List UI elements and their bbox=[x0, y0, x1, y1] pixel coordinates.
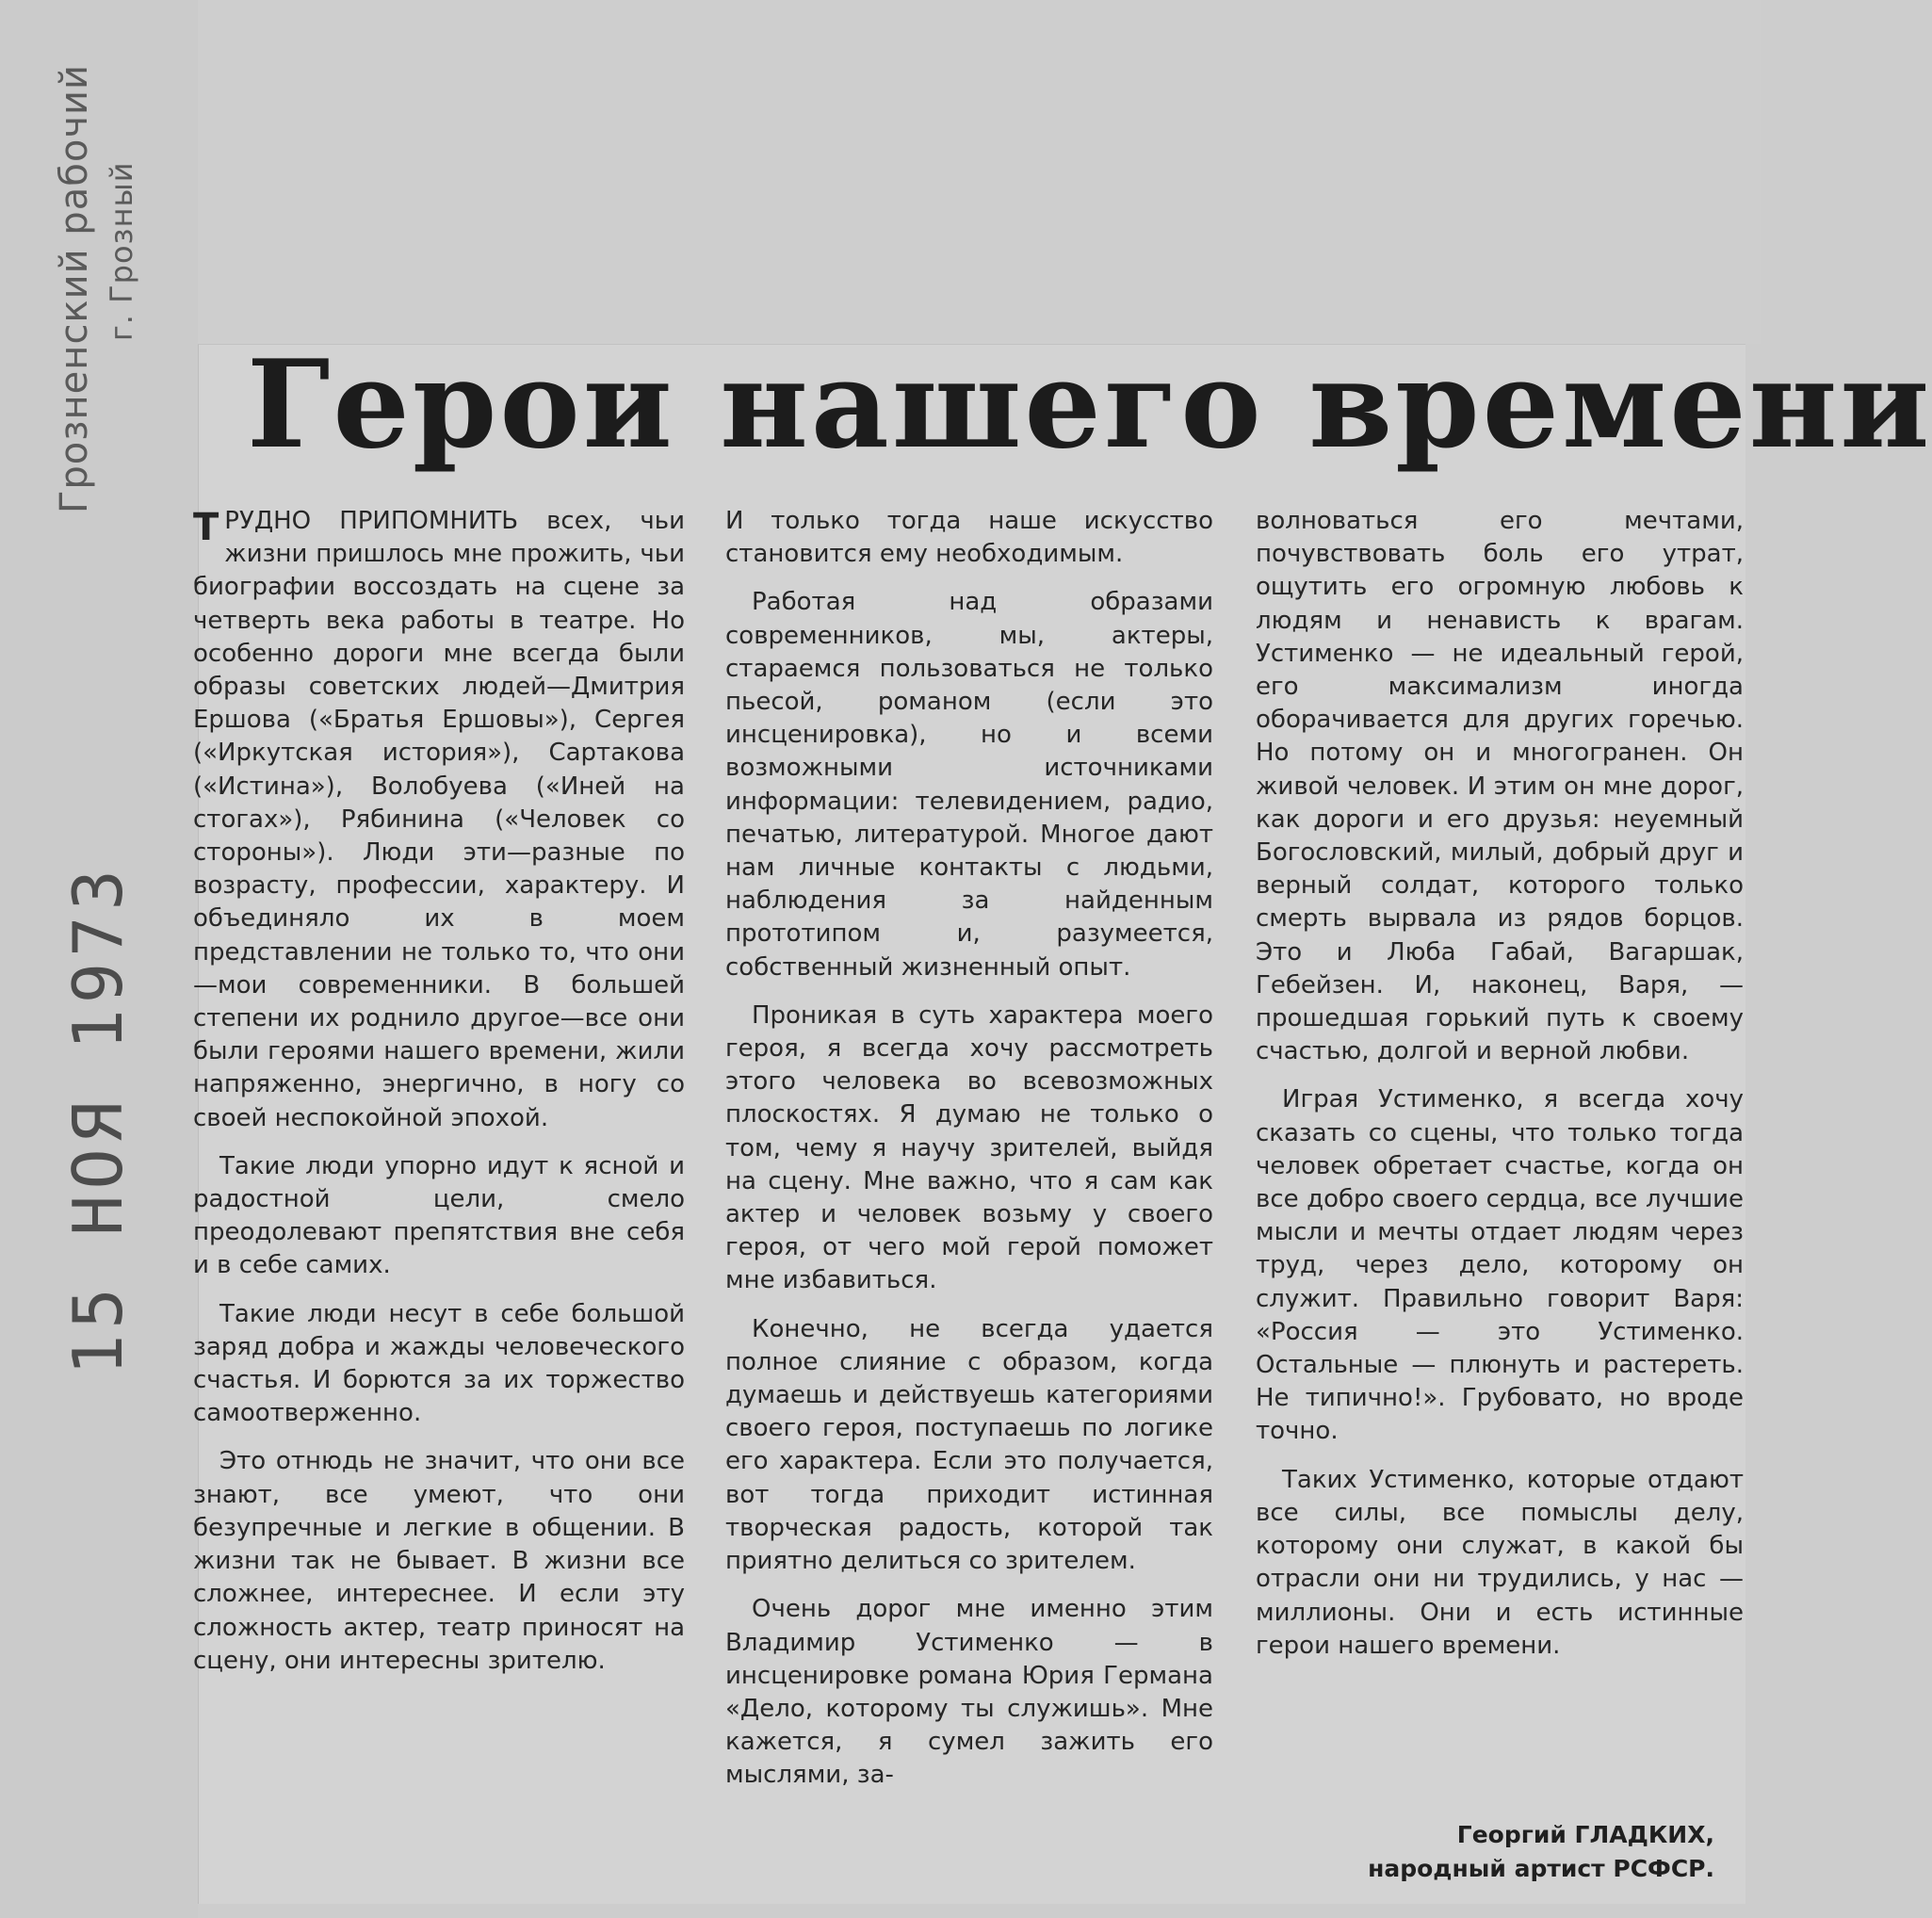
article-paragraph: Играя Устименко, я всегда хочу сказать со сцены, что только тогда человек обретает счастье, когда он все добро своего сердца, все лучшие мысли и мечты отдает людям через труд, через дело, которому он служит. Правильно говорит Варя: «Россия — это Устименко. Остальные — плюнуть и растереть. Не типично!». Грубовато, но вроде точно. bbox=[1256, 1085, 1744, 1446]
source-city: г. Грозный bbox=[104, 161, 139, 341]
article-column-2 bbox=[725, 505, 1213, 1871]
article-paragraph: Очень дорог мне именно этим Владимир Устименко — в инсценировке романа Юрия Германа «Дело, которому ты служишь». Мне кажется, я сумел зажить его мыслями, за- bbox=[725, 1595, 1213, 1790]
article-paragraph: Работая над образами современников, мы, актеры, стараемся пользоваться не только пьесой, романом (если это инсценировка), но и всеми возможными источниками информации: телевидением, радио, печатью, литературой. Многое дают нам личные контакты с людьми, наблюдения за найденным прототипом и, разумеется, собственный жизненный опыт. bbox=[725, 588, 1213, 982]
author-title: народный артист РСФСР. bbox=[1368, 1855, 1714, 1882]
article-paragraph: Такие люди несут в себе большой заряд добра и жажды человеческого счастья. И борются за их торжество самоотверженно. bbox=[193, 1299, 685, 1428]
date-stamp: 15 НОЯ 1973 bbox=[58, 864, 138, 1375]
top-blank-area bbox=[198, 0, 1761, 344]
article-paragraph: Это отнюдь не значит, что они все знают, все умеют, что они безупречные и легкие в общении. В жизни так не бывает. В жизни все сложнее, интереснее. И если эту сложность актер, театр приносят на сцену, они интересны зрителю. bbox=[193, 1447, 685, 1675]
drop-cap: Т bbox=[193, 506, 219, 549]
article-paragraph: ТРУДНО ПРИПОМНИТЬ всех, чьи жизни пришлось мне прожить, чьи биографии воссоздать на сцене за четверть века работы в театре. Но особенно дороги мне всегда были образы советских людей—Дмитрия Ершова («Братья Ершовы»), Сергея («Иркутская история»), Сартакова («Истина»), Волобуева («Иней на стогах»), Рябинина («Человек со стороны»). Люди эти—разные по возрасту, профессии, характеру. И объединяло их в моем представлении не только то, что они—мои современники. В большей степени их роднило другое—все они были героями нашего времени, жили напряженно, энергично, в ногу со своей неспокойной эпохой. bbox=[193, 506, 685, 1132]
author-name: Георгий ГЛАДКИХ, bbox=[1456, 1821, 1714, 1848]
article-paragraph: И только тогда наше искусство становится ему необходимым. bbox=[725, 507, 1213, 569]
article-headline: Герои нашего времени bbox=[247, 334, 1932, 476]
source-newspaper-name: Грозненский рабочий bbox=[53, 64, 96, 513]
article-paragraph: волноваться его мечтами, почувствовать боль его утрат, ощутить его огромную любовь к людям и ненависть к врагам. Устименко — не идеальный герой, его максимализм иногда оборачивается для других горечью. Но потому он и многогранен. Он живой человек. И этим он мне дорог, как дороги и его друзья: неуемный Богословский, милый, добрый друг и верный солдат, которого только смерть вырвала из рядов борцов. Это и Люба Габай, Вагаршак, Гебейзен. И, наконец, Варя, — прошедшая горький путь к своему счастью, долгой и верной любви. bbox=[1256, 507, 1744, 1066]
article-paragraph: Таких Устименко, которые отдают все силы, все помыслы делу, которому они служат, в какой бы отрасли они ни трудились, у нас — миллионы. Они и есть истинные герои нашего времени. bbox=[1256, 1465, 1744, 1660]
article-paragraph: Такие люди упорно идут к ясной и радостной цели, смело преодолевают препятствия вне себя и в себе самих. bbox=[193, 1151, 685, 1280]
author-signature bbox=[1225, 1818, 1714, 1886]
article-paragraph: Проникая в суть характера моего героя, я всегда хочу рассмотреть этого человека во всевозможных плоскостях. Я думаю не только о том, чему я научу зрителей, выйдя на сцену. Мне важно, что я сам как актер и человек возьму у своего героя, от чего мой герой поможет мне избавиться. bbox=[725, 1000, 1213, 1295]
article-column-3 bbox=[1256, 505, 1744, 1871]
article-column-1 bbox=[193, 505, 685, 1871]
article-paragraph: Конечно, не всегда удается полное слияние с образом, когда думаешь и действуешь категориями своего героя, поступаешь по логике его характера. Если это получается, вот тогда приходит истинная творческая радость, которой так приятно делиться со зрителем. bbox=[725, 1314, 1213, 1576]
